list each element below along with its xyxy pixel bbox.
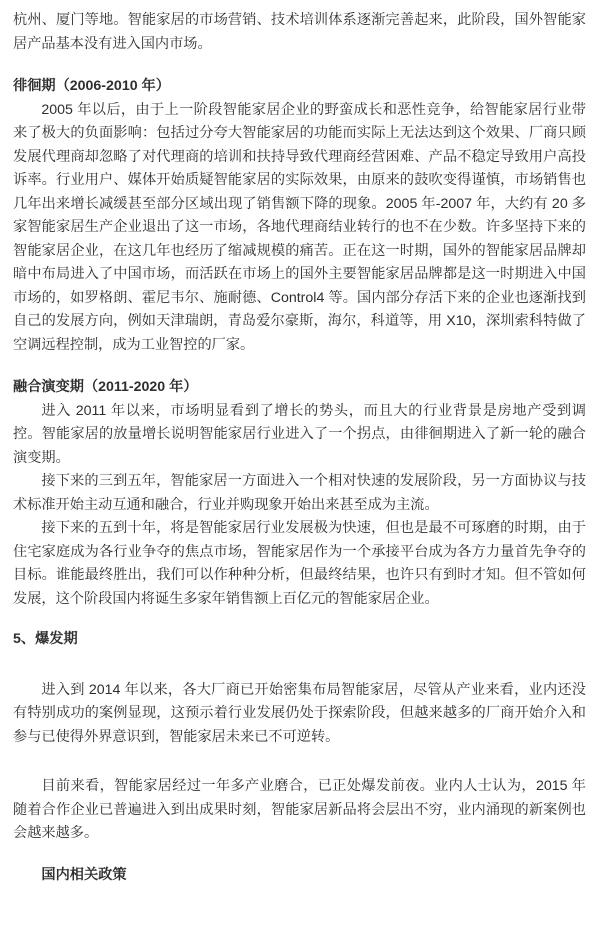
paragraph-outbreak-2: 目前来看，智能家居经过一年多产业磨合，已正处爆发前夜。业内人士认为，2015 年随着合作企业已普遍进入到出成果时刻，智能家居新品将会层出不穷，业内涌现的新案例也会越来越多。 [13,778,586,841]
paragraph-outbreak-1: 进入到 2014 年以来，各大厂商已开始密集布局智能家居，尽管从产业来看，业内还没有特别成功的案例显现，这预示着行业发展仍处于探索阶段，但越来越多的厂商开始介入和参与已使得外界意识到，智能家居未来已不可逆转。 [13,681,586,745]
heading-outbreak-period: 5、爆发期 [13,631,78,647]
paragraph-fusion-evolution-3: 接下来的五到十年，将是智能家居行业发展极为快速，但也是最不可琢磨的时期，由于住宅家庭成为各行业争夺的焦点市场，智能家居作为一个承接平台成为各方力量首先争夺的目标。谁能最终胜出，我们可以作种种分析，但最终结果，也许只有到时才知。但不管如何发展，这个阶段国内将诞生多家年销售额上百亿元的智能家居企业。 [13,520,586,607]
paragraph-fusion-evolution-2: 接下来的三到五年，智能家居一方面进入一个相对快速的发展阶段，另一方面协议与技术标准开始主动互通和融合，行业并购现象开始出来甚至成为主流。 [13,473,586,513]
heading-fusion-evolution-period: 融合演变期（2011-2020 年） [13,379,198,395]
paragraph-intro-continuation: 杭州、厦门等地。智能家居的市场营销、技术培训体系逐渐完善起来，此阶段，国外智能家居产品基本没有进入国内市场。 [13,12,586,52]
paragraph-wandering-period: 2005 年以后，由于上一阶段智能家居企业的野蛮成长和恶性竞争，给智能家居行业带来了极大的负面影响：包括过分夸大智能家居的功能而实际上无法达到这个效果、厂商只顾发展代理商却忽略了对代理商的培训和扶持导致代理商经营困难、产品不稳定导致用户高投诉率。行业用户、媒体开始质疑智能家居的实际效果，由原来的鼓吹变得谨慎，市场销售也几年出来增长减缓甚至部分区域出现了销售额下降的现象。2005 年-2007 年，大约有 20 多家智能家居生产企业退出了这一市场，各地代理商结业转行的也不在少数。许多坚持下来的智能家居企业，在这几年也经历了缩减规模的痛苦。正在这一时期，国外的智能家居品牌却暗中布局进入了中国市场，而活跃在市场上的国外主要智能家居品牌都是这一时期进入中国市场的，如罗格朗、霍尼韦尔、施耐德、Control4 等。国内部分存活下来的企业也逐渐找到自己的发展方向，例如天津瑞朗，青岛爱尔豪斯，海尔，科道等，用 X10，深圳索科特做了空调远程控制，成为工业智控的厂家。 [13,101,586,353]
heading-domestic-policies: 国内相关政策 [41,866,127,883]
heading-wandering-period: 徘徊期（2006-2010 年） [13,78,170,94]
paragraph-fusion-evolution-1: 进入 2011 年以来，市场明显看到了增长的势头，而且大的行业背景是房地产受到调控。智能家居的放量增长说明智能家居行业进入了一个拐点，由徘徊期进入了新一轮的融合演变期。 [13,402,586,466]
